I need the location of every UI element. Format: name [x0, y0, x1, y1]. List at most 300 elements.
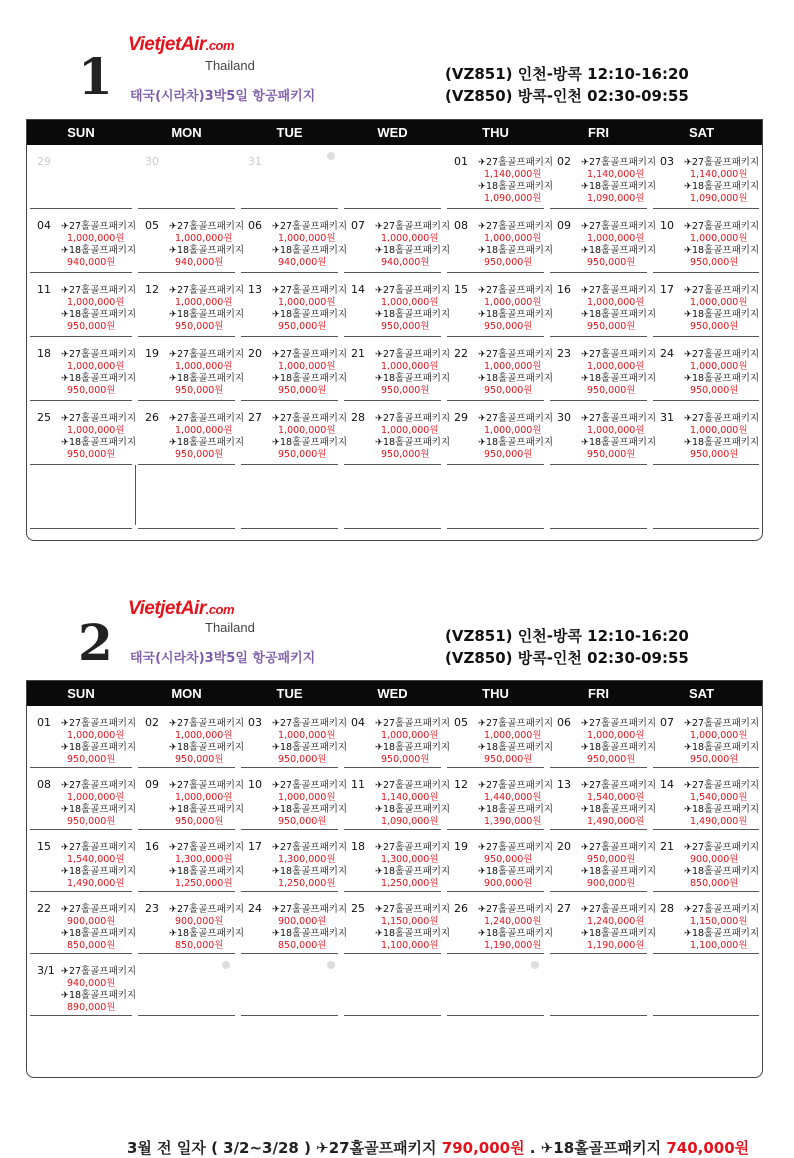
package-18-price: 950,000원: [381, 754, 430, 765]
day-cell: [547, 892, 657, 954]
package-18-label: ✈18홀골프패키지: [61, 928, 137, 939]
package-18-price: 950,000원: [175, 816, 224, 827]
package-18-label: ✈18홀골프패키지: [61, 990, 137, 1001]
day-number: 20: [248, 347, 262, 360]
package-18-price: 950,000원: [587, 321, 636, 332]
package-18-price: 950,000원: [484, 449, 533, 460]
package-18-price: 1,250,000원: [175, 878, 233, 889]
day-cell: [341, 706, 451, 768]
day-cell: [238, 954, 341, 1016]
package-27-price: 1,000,000원: [67, 425, 125, 436]
package-18-price: 900,000원: [587, 878, 636, 889]
day-number: 18: [37, 347, 51, 360]
package-18-label: ✈18홀골프패키지: [581, 804, 657, 815]
package-27-price: 1,000,000원: [381, 730, 439, 741]
day-number: 05: [454, 716, 468, 729]
day-number: 07: [660, 716, 674, 729]
package-27-price: 1,000,000원: [278, 792, 336, 803]
day-cell: [341, 337, 451, 401]
day-cell: [341, 209, 451, 273]
marker-dot: [531, 961, 539, 969]
package-18-price: 940,000원: [175, 257, 224, 268]
day-number: 08: [37, 778, 51, 791]
package-18-price: 850,000원: [67, 940, 116, 951]
package-18-label: ✈18홀골프패키지: [684, 804, 760, 815]
day-number: 15: [454, 283, 468, 296]
package-27-label: ✈27홀골프패키지: [684, 413, 760, 424]
package-18-label: ✈18홀골프패키지: [169, 928, 245, 939]
day-number: 03: [248, 716, 262, 729]
package-27-label: ✈27홀골프패키지: [581, 349, 657, 360]
package-27-label: ✈27홀골프패키지: [272, 842, 348, 853]
package-18-label: ✈18홀골프패키지: [61, 437, 137, 448]
flight-outbound: (VZ851) 인천-방콕 12:10-16:20: [445, 627, 689, 645]
package-27-label: ✈27홀골프패키지: [684, 349, 760, 360]
package-18-label: ✈18홀골프패키지: [169, 866, 245, 877]
package-27-price: 1,240,000원: [484, 916, 542, 927]
package-18-price: 950,000원: [690, 257, 739, 268]
package-18-label: ✈18홀골프패키지: [478, 804, 554, 815]
package-27-label: ✈27홀골프패키지: [684, 842, 760, 853]
flight-return: (VZ850) 방콕-인천 02:30-09:55: [445, 87, 689, 105]
day-cell: [135, 830, 245, 892]
month-section-1: [0, 0, 794, 555]
package-27-label: ✈27홀골프패키지: [478, 413, 554, 424]
day-number: 19: [145, 347, 159, 360]
cell-divider: [138, 1015, 235, 1016]
package-18-price: 950,000원: [67, 449, 116, 460]
day-cell: [238, 706, 348, 768]
package-18-price: 1,090,000원: [690, 193, 748, 204]
package-27-price: 1,000,000원: [484, 730, 542, 741]
day-number: 30: [145, 155, 159, 168]
day-cell: [650, 145, 762, 209]
day-cell: [444, 337, 554, 401]
package-27-label: ✈27홀골프패키지: [684, 157, 760, 168]
package-27-label: ✈27홀골프패키지: [478, 221, 554, 232]
day-cell: [547, 830, 657, 892]
day-cell: [547, 209, 657, 273]
package-18-label: ✈18홀골프패키지: [478, 437, 554, 448]
day-cell: [547, 145, 657, 209]
package-27-price: 1,540,000원: [587, 792, 645, 803]
package-27-label: ✈27홀골프패키지: [169, 842, 245, 853]
package-27-price: 1,000,000원: [381, 233, 439, 244]
package-27-label: ✈27홀골프패키지: [375, 780, 451, 791]
package-18-label: ✈18홀골프패키지: [272, 437, 348, 448]
day-number: 15: [37, 840, 51, 853]
package-18-price: 940,000원: [278, 257, 327, 268]
package-18-price: 950,000원: [175, 754, 224, 765]
package-18-price: 1,190,000원: [484, 940, 542, 951]
day-number: 02: [145, 716, 159, 729]
package-18-label: ✈18홀골프패키지: [375, 804, 451, 815]
package-27-price: 1,140,000원: [381, 792, 439, 803]
footer-note: 3월 전 일자 ( 3/2~3/28 ) ✈27홀골프패키지 790,000원 . ✈18홀골프패키지 740,000원: [127, 1139, 750, 1157]
day-cell: [238, 465, 341, 529]
day-cell: [135, 145, 238, 209]
package-18-label: ✈18홀골프패키지: [581, 181, 657, 192]
package-27-price: 1,150,000원: [690, 916, 748, 927]
package-18-price: 1,390,000원: [484, 816, 542, 827]
day-cell: [444, 706, 554, 768]
package-27-label: ✈27홀골프패키지: [581, 221, 657, 232]
cell-divider: [138, 528, 235, 529]
package-27-price: 1,000,000원: [587, 425, 645, 436]
package-27-price: 1,000,000원: [175, 297, 233, 308]
package-18-label: ✈18홀골프패키지: [375, 928, 451, 939]
package-18-price: 950,000원: [690, 321, 739, 332]
cell-divider: [550, 528, 647, 529]
package-27-label: ✈27홀골프패키지: [375, 413, 451, 424]
day-number: 01: [37, 716, 51, 729]
day-cell: [27, 892, 135, 954]
package-27-price: 1,000,000원: [67, 730, 125, 741]
day-number: 28: [660, 902, 674, 915]
package-27-label: ✈27홀골프패키지: [684, 780, 760, 791]
day-number: 27: [248, 411, 262, 424]
day-cell: [650, 954, 762, 1016]
package-27-price: 1,000,000원: [484, 233, 542, 244]
package-18-label: ✈18홀골프패키지: [478, 928, 554, 939]
weekday-wed: WED: [377, 686, 408, 701]
package-27-price: 1,300,000원: [278, 854, 336, 865]
package-27-price: 1,000,000원: [690, 297, 748, 308]
package-18-label: ✈18홀골프패키지: [581, 866, 657, 877]
day-cell: [547, 465, 650, 529]
package-18-label: ✈18홀골프패키지: [581, 245, 657, 256]
package-27-price: 1,140,000원: [587, 169, 645, 180]
package-27-price: 940,000원: [67, 978, 116, 989]
package-27-label: ✈27홀골프패키지: [169, 718, 245, 729]
day-number: 12: [454, 778, 468, 791]
day-number: 29: [454, 411, 468, 424]
day-cell: [341, 401, 451, 465]
weekday-wed: WED: [377, 125, 408, 140]
package-27-label: ✈27홀골프패키지: [684, 718, 760, 729]
package-27-label: ✈27홀골프패키지: [272, 413, 348, 424]
cell-divider: [447, 1015, 544, 1016]
day-cell: [238, 145, 341, 209]
day-cell: [238, 892, 348, 954]
day-cell: [27, 830, 135, 892]
day-cell: [238, 337, 348, 401]
package-27-price: 1,000,000원: [278, 361, 336, 372]
package-27-label: ✈27홀골프패키지: [581, 157, 657, 168]
package-27-label: ✈27홀골프패키지: [61, 842, 137, 853]
weekday-thu: THU: [482, 686, 509, 701]
package-18-price: 1,090,000원: [381, 816, 439, 827]
day-number: 04: [351, 716, 365, 729]
package-27-price: 1,000,000원: [175, 792, 233, 803]
day-number: 23: [557, 347, 571, 360]
package-27-price: 1,000,000원: [587, 730, 645, 741]
day-number: 07: [351, 219, 365, 232]
weekday-sun: SUN: [67, 686, 95, 701]
day-number: 11: [37, 283, 51, 296]
weekday-thu: THU: [482, 125, 509, 140]
package-title: 태국(시라차)3박5일 항공패키지: [130, 651, 316, 666]
day-cell: [135, 892, 245, 954]
package-27-label: ✈27홀골프패키지: [684, 221, 760, 232]
calendar: [26, 119, 763, 541]
package-18-label: ✈18홀골프패키지: [169, 742, 245, 753]
flight-info: [445, 625, 689, 669]
day-number: 30: [557, 411, 571, 424]
package-18-label: ✈18홀골프패키지: [169, 309, 245, 320]
package-18-label: ✈18홀골프패키지: [684, 373, 760, 384]
package-27-price: 1,140,000원: [484, 169, 542, 180]
day-cell: [547, 401, 657, 465]
day-cell: [135, 337, 245, 401]
day-number: 14: [660, 778, 674, 791]
day-number: 20: [557, 840, 571, 853]
day-number: 05: [145, 219, 159, 232]
package-18-label: ✈18홀골프패키지: [478, 373, 554, 384]
package-18-label: ✈18홀골프패키지: [61, 245, 137, 256]
package-18-price: 950,000원: [587, 385, 636, 396]
package-27-price: 1,000,000원: [278, 730, 336, 741]
package-18-price: 1,100,000원: [690, 940, 748, 951]
day-number: 22: [37, 902, 51, 915]
day-number: 01: [454, 155, 468, 168]
cell-divider: [447, 528, 544, 529]
day-cell: [650, 401, 762, 465]
package-18-price: 950,000원: [67, 385, 116, 396]
weekday-header: [27, 120, 762, 145]
day-number: 13: [557, 778, 571, 791]
day-cell: [27, 209, 135, 273]
package-18-label: ✈18홀골프패키지: [684, 928, 760, 939]
package-27-label: ✈27홀골프패키지: [169, 221, 245, 232]
package-27-label: ✈27홀골프패키지: [272, 780, 348, 791]
package-18-label: ✈18홀골프패키지: [581, 437, 657, 448]
package-27-label: ✈27홀골프패키지: [684, 285, 760, 296]
package-27-price: 1,000,000원: [175, 425, 233, 436]
day-number: 21: [351, 347, 365, 360]
day-number: 23: [145, 902, 159, 915]
package-27-price: 1,000,000원: [381, 361, 439, 372]
package-27-label: ✈27홀골프패키지: [272, 285, 348, 296]
package-18-price: 950,000원: [67, 321, 116, 332]
day-cell: [135, 706, 245, 768]
package-27-price: 1,000,000원: [587, 361, 645, 372]
column-divider: [135, 465, 136, 525]
package-18-price: 1,250,000원: [278, 878, 336, 889]
package-27-price: 950,000원: [587, 854, 636, 865]
cell-divider: [241, 528, 338, 529]
package-18-label: ✈18홀골프패키지: [478, 866, 554, 877]
package-18-label: ✈18홀골프패키지: [478, 245, 554, 256]
package-18-label: ✈18홀골프패키지: [684, 437, 760, 448]
package-27-price: 1,000,000원: [690, 730, 748, 741]
day-cell: [444, 401, 554, 465]
package-18-price: 950,000원: [690, 385, 739, 396]
package-18-price: 950,000원: [175, 321, 224, 332]
package-27-label: ✈27홀골프패키지: [478, 718, 554, 729]
day-number: 27: [557, 902, 571, 915]
package-27-label: ✈27홀골프패키지: [375, 718, 451, 729]
marker-dot: [222, 961, 230, 969]
marker-dot: [327, 152, 335, 160]
day-cell: [444, 892, 554, 954]
package-27-label: ✈27홀골프패키지: [478, 157, 554, 168]
package-27-label: ✈27홀골프패키지: [272, 718, 348, 729]
package-27-label: ✈27홀골프패키지: [375, 349, 451, 360]
marker-dot: [327, 961, 335, 969]
package-27-label: ✈27홀골프패키지: [581, 842, 657, 853]
day-number: 19: [454, 840, 468, 853]
month-section-2: [0, 590, 794, 1157]
weekday-mon: MON: [171, 125, 202, 140]
package-18-label: ✈18홀골프패키지: [581, 928, 657, 939]
package-27-label: ✈27홀골프패키지: [581, 413, 657, 424]
day-cell: [135, 273, 245, 337]
package-18-label: ✈18홀골프패키지: [375, 309, 451, 320]
package-27-label: ✈27홀골프패키지: [61, 413, 137, 424]
package-27-price: 1,000,000원: [690, 425, 748, 436]
package-27-price: 1,000,000원: [175, 233, 233, 244]
day-number: 03: [660, 155, 674, 168]
package-18-label: ✈18홀골프패키지: [169, 245, 245, 256]
weekday-sat: SAT: [688, 686, 715, 701]
package-18-price: 950,000원: [67, 754, 116, 765]
day-cell: [238, 273, 348, 337]
package-27-price: 1,240,000원: [587, 916, 645, 927]
package-27-price: 1,000,000원: [690, 361, 748, 372]
package-title: 태국(시라차)3박5일 항공패키지: [130, 89, 316, 104]
package-18-price: 950,000원: [175, 385, 224, 396]
day-cell: [650, 706, 762, 768]
cell-divider: [30, 1015, 132, 1016]
day-cell: [547, 706, 657, 768]
package-27-price: 1,000,000원: [484, 297, 542, 308]
day-number: 16: [557, 283, 571, 296]
package-27-label: ✈27홀골프패키지: [169, 904, 245, 915]
package-18-label: ✈18홀골프패키지: [478, 742, 554, 753]
weekday-fri: FRI: [588, 125, 609, 140]
package-27-label: ✈27홀골프패키지: [581, 904, 657, 915]
day-cell: [444, 830, 554, 892]
day-number: 25: [351, 902, 365, 915]
day-cell: [547, 337, 657, 401]
package-18-price: 1,100,000원: [381, 940, 439, 951]
day-cell: [547, 768, 657, 830]
day-cell: [238, 830, 348, 892]
package-27-label: ✈27홀골프패키지: [61, 718, 137, 729]
package-18-label: ✈18홀골프패키지: [375, 437, 451, 448]
package-27-label: ✈27홀골프패키지: [61, 285, 137, 296]
package-27-label: ✈27홀골프패키지: [169, 349, 245, 360]
cell-divider: [653, 1015, 759, 1016]
day-cell: [341, 273, 451, 337]
brand-country: Thailand: [205, 58, 255, 73]
package-18-price: 940,000원: [67, 257, 116, 268]
day-number: 17: [248, 840, 262, 853]
package-27-price: 950,000원: [484, 854, 533, 865]
package-27-price: 1,140,000원: [690, 169, 748, 180]
package-27-label: ✈27홀골프패키지: [478, 780, 554, 791]
package-27-label: ✈27홀골프패키지: [272, 904, 348, 915]
flight-return: (VZ850) 방콕-인천 02:30-09:55: [445, 649, 689, 667]
package-27-label: ✈27홀골프패키지: [478, 285, 554, 296]
package-18-price: 940,000원: [381, 257, 430, 268]
package-18-price: 1,190,000원: [587, 940, 645, 951]
package-18-price: 950,000원: [484, 321, 533, 332]
package-18-price: 950,000원: [484, 385, 533, 396]
package-27-label: ✈27홀골프패키지: [375, 221, 451, 232]
day-number: 3/1: [37, 964, 55, 977]
package-18-label: ✈18홀골프패키지: [375, 245, 451, 256]
package-18-price: 850,000원: [690, 878, 739, 889]
package-18-price: 950,000원: [690, 449, 739, 460]
package-18-label: ✈18홀골프패키지: [375, 866, 451, 877]
package-27-price: 1,000,000원: [175, 361, 233, 372]
package-18-label: ✈18홀골프패키지: [61, 866, 137, 877]
package-18-label: ✈18홀골프패키지: [272, 373, 348, 384]
day-number: 24: [660, 347, 674, 360]
day-cell: [547, 954, 650, 1016]
package-18-label: ✈18홀골프패키지: [61, 373, 137, 384]
day-number: 24: [248, 902, 262, 915]
package-18-label: ✈18홀골프패키지: [581, 742, 657, 753]
package-18-label: ✈18홀골프패키지: [61, 742, 137, 753]
package-27-price: 1,000,000원: [67, 233, 125, 244]
package-18-label: ✈18홀골프패키지: [581, 373, 657, 384]
package-18-label: ✈18홀골프패키지: [272, 928, 348, 939]
package-18-label: ✈18홀골프패키지: [684, 742, 760, 753]
day-cell: [444, 209, 554, 273]
package-18-price: 950,000원: [278, 816, 327, 827]
day-cell: [341, 768, 451, 830]
day-number: 02: [557, 155, 571, 168]
day-cell: [444, 145, 554, 209]
package-18-price: 950,000원: [278, 754, 327, 765]
package-18-price: 950,000원: [381, 449, 430, 460]
day-number: 09: [145, 778, 159, 791]
package-27-price: 900,000원: [67, 916, 116, 927]
cell-divider: [550, 1015, 647, 1016]
day-number: 18: [351, 840, 365, 853]
package-18-label: ✈18홀골프패키지: [375, 373, 451, 384]
package-18-label: ✈18홀골프패키지: [478, 181, 554, 192]
package-18-label: ✈18홀골프패키지: [272, 309, 348, 320]
package-27-label: ✈27홀골프패키지: [169, 285, 245, 296]
package-18-price: 1,090,000원: [484, 193, 542, 204]
day-cell: [341, 465, 444, 529]
package-27-price: 1,000,000원: [278, 425, 336, 436]
package-18-label: ✈18홀골프패키지: [169, 437, 245, 448]
day-cell: [444, 273, 554, 337]
package-18-label: ✈18홀골프패키지: [272, 804, 348, 815]
package-18-price: 850,000원: [278, 940, 327, 951]
cell-divider: [241, 1015, 338, 1016]
day-number: 29: [37, 155, 51, 168]
package-27-label: ✈27홀골프패키지: [61, 904, 137, 915]
package-27-price: 1,000,000원: [690, 233, 748, 244]
day-number: 26: [454, 902, 468, 915]
package-18-price: 1,490,000원: [587, 816, 645, 827]
package-18-price: 950,000원: [175, 449, 224, 460]
package-18-label: ✈18홀골프패키지: [684, 245, 760, 256]
package-18-price: 950,000원: [587, 449, 636, 460]
package-27-label: ✈27홀골프패키지: [272, 349, 348, 360]
cell-divider: [653, 528, 759, 529]
package-27-label: ✈27홀골프패키지: [61, 221, 137, 232]
day-number: 31: [248, 155, 262, 168]
package-18-price: 950,000원: [484, 257, 533, 268]
package-27-label: ✈27홀골프패키지: [478, 349, 554, 360]
